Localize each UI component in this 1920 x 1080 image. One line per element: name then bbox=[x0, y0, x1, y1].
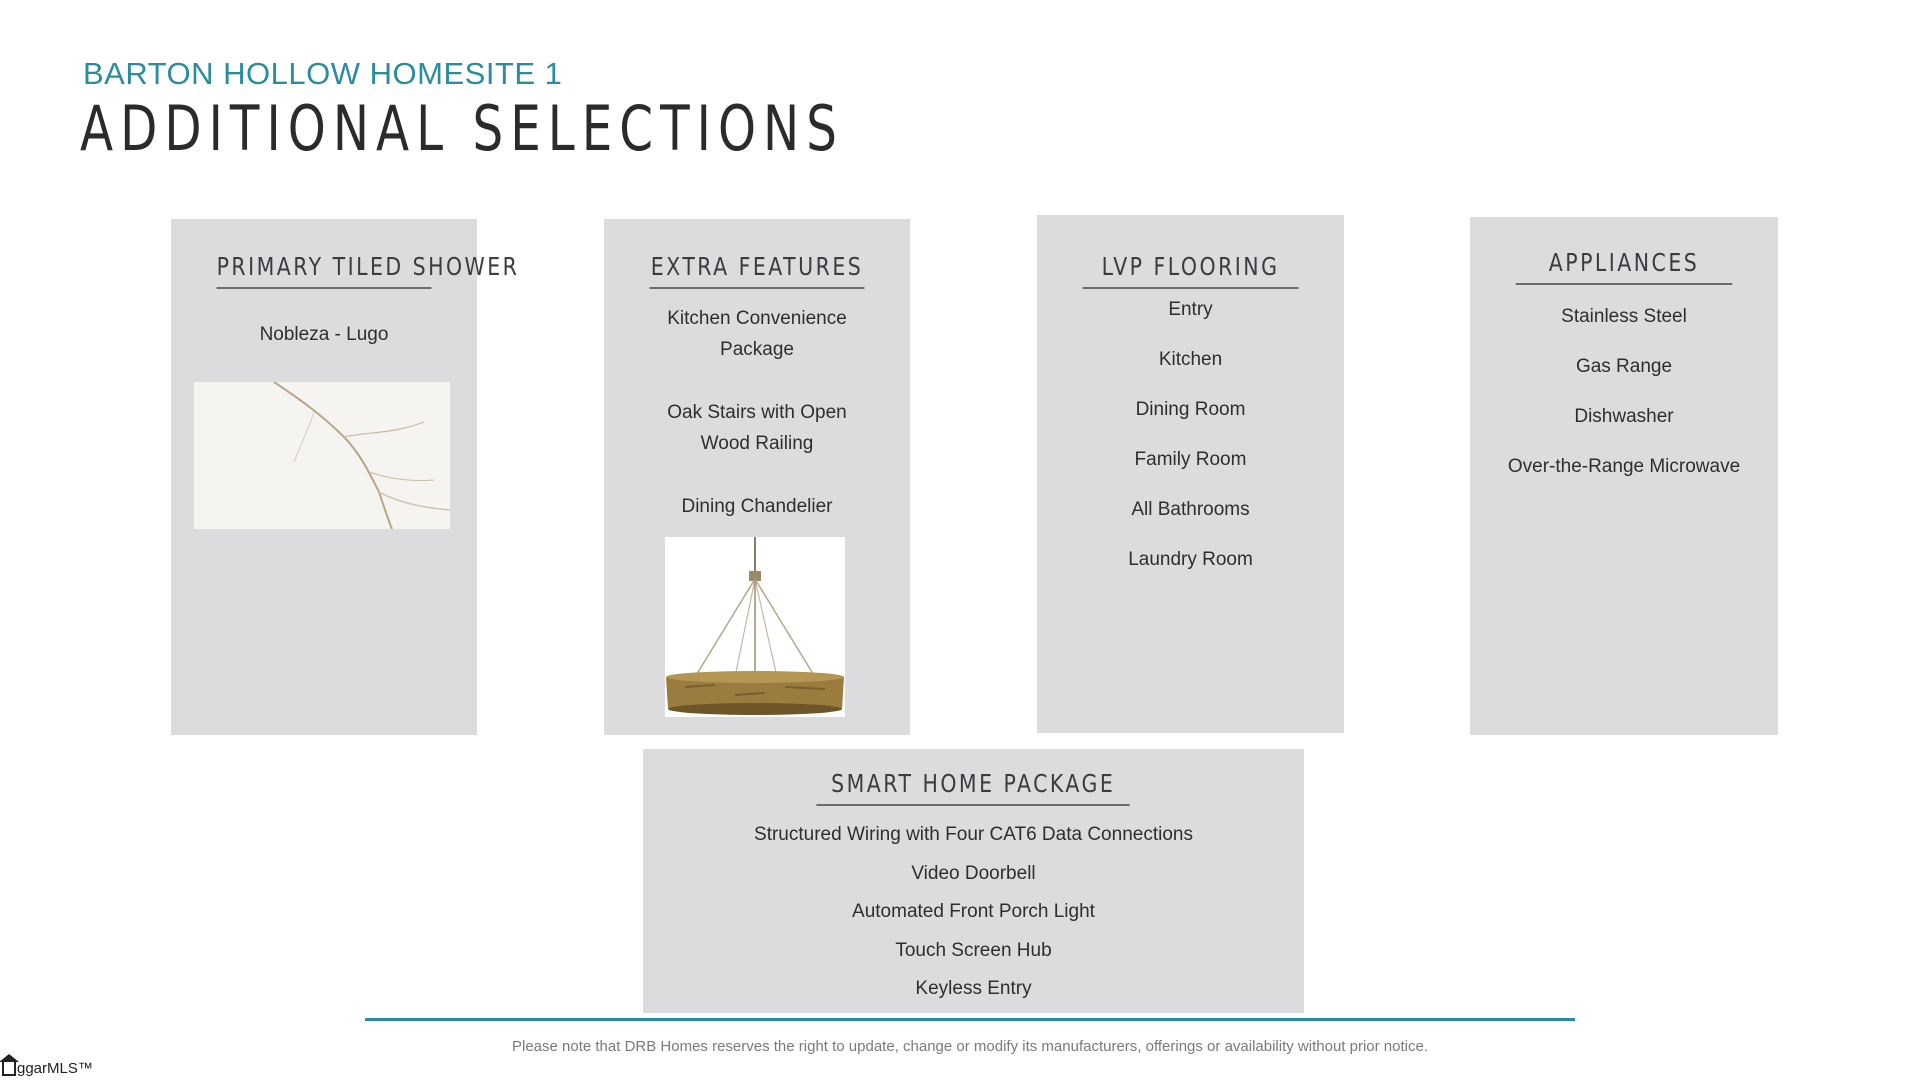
card-lvp-flooring bbox=[1037, 215, 1344, 733]
house-icon bbox=[2, 1062, 16, 1076]
flooring-area-item: Entry bbox=[1168, 299, 1213, 320]
card-primary-tiled-shower bbox=[171, 219, 520, 735]
page-title: ADDITIONAL SELECTIONS bbox=[80, 92, 844, 165]
card-smart-home-package bbox=[643, 749, 1304, 1013]
footer-divider bbox=[365, 1018, 1575, 1021]
smart-home-item: Keyless Entry bbox=[915, 978, 1032, 999]
smart-home-item: Video Doorbell bbox=[911, 862, 1036, 884]
flooring-area-item: All Bathrooms bbox=[1131, 499, 1250, 520]
appliance-item: Dishwasher bbox=[1574, 406, 1674, 427]
smart-home-item: Automated Front Porch Light bbox=[852, 901, 1095, 922]
smart-home-item: Touch Screen Hub bbox=[895, 939, 1052, 961]
page-subtitle: BARTON HOLLOW HOMESITE 1 bbox=[83, 56, 563, 91]
card-appliances bbox=[1470, 217, 1778, 735]
shower-tile-name: Nobleza - Lugo bbox=[259, 324, 389, 345]
card-heading: EXTRA FEATURES bbox=[650, 252, 865, 289]
extra-feature-item: Kitchen Convenience Package bbox=[667, 308, 847, 360]
card-extra-features bbox=[604, 219, 910, 735]
extra-feature-item: Oak Stairs with Open Wood Railing bbox=[667, 402, 847, 454]
flooring-area-item: Dining Room bbox=[1135, 399, 1246, 420]
flooring-area-item: Family Room bbox=[1134, 449, 1247, 470]
flooring-area-item: Laundry Room bbox=[1128, 549, 1253, 570]
card-heading: PRIMARY TILED SHOWER bbox=[217, 252, 432, 289]
mls-logo bbox=[2, 1060, 93, 1077]
appliance-item: Over-the-Range Microwave bbox=[1507, 456, 1741, 477]
extra-feature-item: Dining Chandelier bbox=[681, 496, 833, 517]
chandelier-icon bbox=[665, 537, 845, 717]
card-heading: APPLIANCES bbox=[1516, 248, 1732, 285]
appliance-item: Gas Range bbox=[1575, 356, 1673, 377]
card-heading: SMART HOME PACKAGE bbox=[817, 769, 1131, 806]
smart-home-item: Structured Wiring with Four CAT6 Data Connections bbox=[754, 824, 1193, 845]
flooring-area-item: Kitchen bbox=[1158, 349, 1223, 370]
appliance-item: Stainless Steel bbox=[1561, 306, 1687, 327]
logo-text: ggarMLS™ bbox=[17, 1060, 93, 1077]
marble-tile-icon bbox=[194, 382, 450, 529]
disclaimer-text: Please note that DRB Homes reserves the right to update, change or modify its manufacturers, offerings or availability without prior notice. bbox=[511, 1038, 1428, 1055]
card-heading: LVP FLOORING bbox=[1083, 252, 1299, 289]
